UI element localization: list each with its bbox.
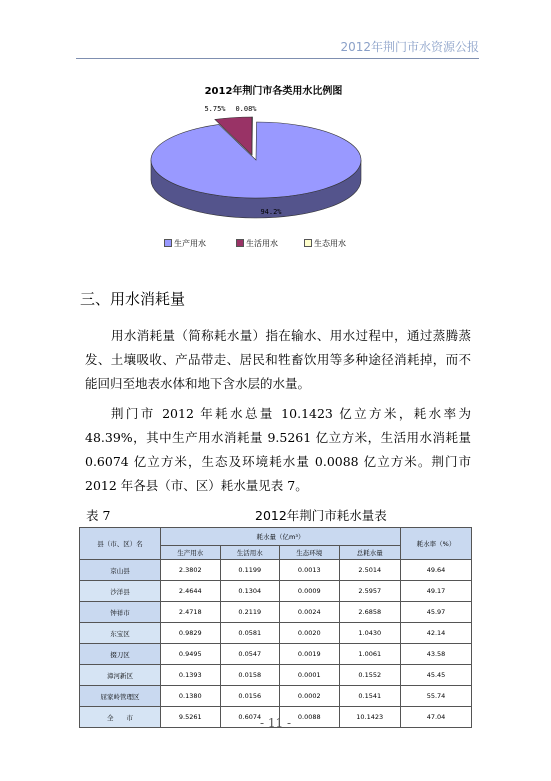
value-cell: 2.4644 (161, 581, 221, 602)
paragraph-definition: 用水消耗量（简称耗水量）指在输水、用水过程中，通过蒸腾蒸发、土壤吸收、产品带走、居民和牲畜饮用等多种途径消耗掉，而不能回归至地表水体和地下含水层的水量。 (85, 328, 471, 391)
rate-header: 耗水率（%） (401, 528, 472, 560)
region-name-cell: 屈家岭管理区 (80, 686, 161, 707)
col-header: 生产用水 (161, 546, 221, 560)
value-cell: 0.0009 (280, 581, 340, 602)
region-name-cell: 钟祥市 (80, 602, 161, 623)
value-cell: 0.2119 (220, 602, 280, 623)
value-cell: 0.1199 (220, 560, 280, 581)
table-row (80, 665, 472, 686)
value-cell: 0.0019 (280, 644, 340, 665)
header-title: 2012年荆门市水资源公报 (340, 40, 479, 54)
value-cell: 2.4718 (161, 602, 221, 623)
pie-chart (0, 0, 551, 260)
slice-label-ecological: 0.08% (235, 105, 257, 113)
slice-label-domestic: 5.75% (204, 105, 226, 113)
rate-cell: 49.64 (401, 560, 472, 581)
value-cell: 0.1393 (161, 665, 221, 686)
value-cell: 0.0156 (220, 686, 280, 707)
table-number: 表 7 (86, 508, 111, 523)
rate-cell: 55.74 (401, 686, 472, 707)
value-cell: 2.3802 (161, 560, 221, 581)
value-cell: 2.5957 (339, 581, 401, 602)
col-header: 生活用水 (220, 546, 280, 560)
water-consumption-table (79, 527, 472, 728)
table-row (80, 644, 472, 665)
rate-cell: 42.14 (401, 623, 472, 644)
value-cell: 0.0020 (280, 623, 340, 644)
value-cell: 9.5261 (161, 707, 221, 728)
value-cell: 0.0088 (280, 707, 340, 728)
slice-label-production: 94.2% (260, 208, 282, 216)
rate-cell: 43.58 (401, 644, 472, 665)
chart-title: 2012年荆门市各类用水比例图 (204, 86, 343, 97)
pie-slice-ecological (252, 117, 253, 155)
rate-cell: 45.97 (401, 602, 472, 623)
value-cell: 0.0158 (220, 665, 280, 686)
value-cell: 0.0001 (280, 665, 340, 686)
value-cell: 2.6858 (339, 602, 401, 623)
section-heading: 三、用水消耗量 (80, 290, 186, 308)
table-row (80, 581, 472, 602)
legend-label: 生产用水 (174, 239, 206, 248)
legend-item-ecological (304, 238, 346, 249)
value-cell: 1.0430 (339, 623, 401, 644)
region-name-cell: 掇刀区 (80, 644, 161, 665)
table-row (80, 623, 472, 644)
value-cell: 2.5014 (339, 560, 401, 581)
region-name-cell: 京山县 (80, 560, 161, 581)
page-number: - 11 - (259, 716, 291, 730)
region-name-cell: 漳河新区 (80, 665, 161, 686)
rate-cell: 45.45 (401, 665, 472, 686)
value-cell: 1.0061 (339, 644, 401, 665)
value-cell: 0.0547 (220, 644, 280, 665)
legend-label: 生态用水 (314, 239, 346, 248)
region-name-cell: 沙洋县 (80, 581, 161, 602)
value-cell: 0.0013 (280, 560, 340, 581)
region-header: 县（市、区）名 (80, 528, 161, 560)
table-row (80, 560, 472, 581)
region-name-cell: 全 市 (80, 707, 161, 728)
table-row (80, 686, 472, 707)
value-cell: 0.1380 (161, 686, 221, 707)
legend-swatch (236, 239, 244, 247)
value-cell: 0.1304 (220, 581, 280, 602)
legend-swatch (164, 239, 172, 247)
region-name-cell: 东宝区 (80, 623, 161, 644)
legend-item-production (164, 238, 206, 249)
consumption-group-header: 耗水量（亿m³） (161, 528, 401, 546)
rate-cell: 49.17 (401, 581, 472, 602)
value-cell: 0.9495 (161, 644, 221, 665)
col-header: 总耗水量 (339, 546, 401, 560)
value-cell: 0.9829 (161, 623, 221, 644)
value-cell: 0.0581 (220, 623, 280, 644)
table-row (80, 602, 472, 623)
table-title: 2012年荆门市耗水量表 (255, 508, 387, 523)
paragraph-summary: 荆门市 2012 年耗水总量 10.1423 亿立方米，耗水率为 48.39%，其中生产用水消耗量 9.5261 亿立方米，生活用水消耗量 0.6074 亿立方米，生态及环境耗水量 0.0088 亿立方米。荆门市 2012 年各县（市、区）耗水量见表 7。 (85, 406, 471, 493)
pie-slice-production (151, 122, 361, 198)
rate-cell: 47.04 (401, 707, 472, 728)
legend-item-domestic (236, 238, 278, 249)
legend-label: 生活用水 (246, 239, 278, 248)
col-header: 生态环境 (280, 546, 340, 560)
value-cell: 0.1552 (339, 665, 401, 686)
legend-swatch (304, 239, 312, 247)
value-cell: 0.6074 (220, 707, 280, 728)
value-cell: 0.0024 (280, 602, 340, 623)
value-cell: 0.0002 (280, 686, 340, 707)
value-cell: 0.1541 (339, 686, 401, 707)
value-cell: 10.1423 (339, 707, 401, 728)
